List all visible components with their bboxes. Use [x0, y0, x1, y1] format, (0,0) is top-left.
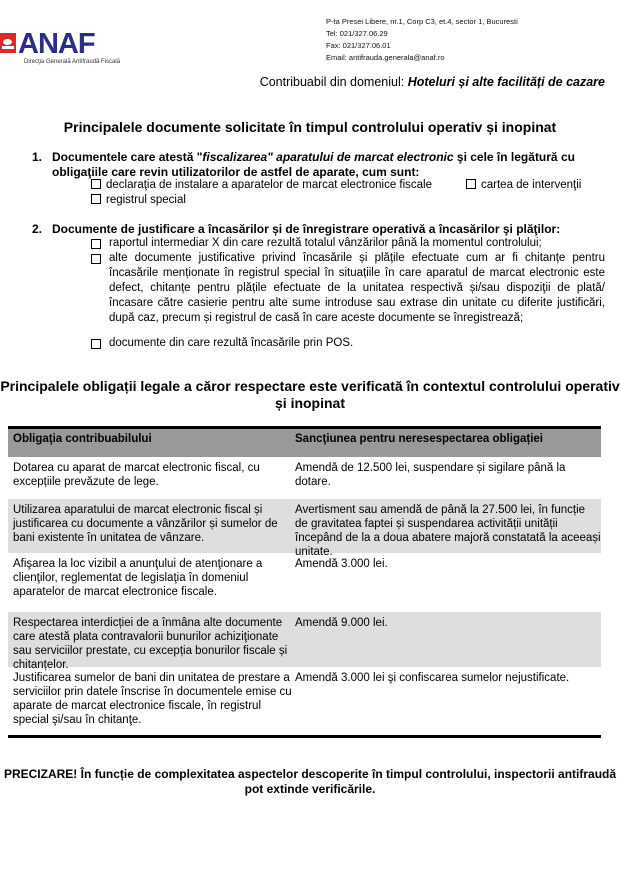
table-header-row [8, 429, 601, 457]
anaf-logo [0, 30, 140, 70]
checkbox-icon[interactable] [91, 254, 101, 264]
table-row [8, 457, 601, 495]
checklist-item[interactable] [466, 178, 581, 193]
contact-email: Email: antifrauda.generala@anaf.ro [326, 53, 445, 62]
checklist-item[interactable] [91, 236, 605, 251]
checklist-label: registrul special [106, 194, 186, 206]
checklist-label: documente din care rezultă încasările prin POS. [109, 337, 354, 349]
contact-tel: Tel: 021/327.06.29 [326, 29, 388, 38]
item-text: Documentele care atestă " [52, 150, 203, 164]
logo-text: ANAF [18, 28, 95, 60]
checklist-item[interactable] [91, 336, 605, 351]
checkbox-icon[interactable] [91, 179, 101, 189]
domain-value: Hoteluri și alte facilități de cazare [407, 75, 605, 89]
item-text: şi cele în legătură cu obligaţiile care revin utilizatorilor de astfel de aparate, cum sunt: [52, 150, 575, 179]
note-precizare: PRECIZARE! În funcție de complexitatea aspectelor descoperite în timpul controlului, inspectorii antifraudă pot extinde verificările. [3, 767, 617, 796]
sanction-cell: Amendă 9.000 lei. [295, 617, 388, 629]
obligation-cell: Afişarea la loc vizibil a anunţului de atenţionare a clienţilor, reglementat de legislaţia în domeniul aparatelor de marcat electronice fiscale. [13, 558, 263, 598]
domain-label: Contribuabil din domeniul: [259, 75, 408, 89]
item-text-italic: fiscalizarea" aparatului de marcat electronic [202, 150, 454, 164]
eagle-icon [0, 33, 16, 53]
header-obligation: Obligaţia contribuabilului [13, 433, 152, 445]
obligation-cell: Respectarea interdicției de a înmâna alte documente care atestă plata contravalorii bunurilor achiziţionate sau serviciilor prestate, cu excepția bonurilor fiscale și chitanțelor. [13, 617, 288, 671]
table-row [8, 612, 601, 671]
logo-subtitle: Direcţia Generală Antifraudă Fiscală [24, 59, 121, 65]
sanction-cell: Amendă 3.000 lei şi confiscarea sumelor nejustificate. [295, 672, 570, 684]
table-row [8, 667, 601, 735]
obligation-cell: Utilizarea aparatului de marcat electronic fiscal și justificarea cu documente a vânzărilor și sumelor de bani existente în unitatea de vânzare. [13, 504, 278, 544]
item-number: 2. [32, 222, 43, 236]
checkbox-icon[interactable] [466, 179, 476, 189]
documents-title: Principalele documente solicitate în timpul controlului operativ și inopinat [63, 119, 557, 135]
checklist-item[interactable] [91, 178, 432, 193]
item-number: 1. [32, 150, 43, 164]
taxpayer-domain [260, 75, 605, 89]
checkbox-icon[interactable] [91, 339, 101, 349]
obligation-cell: Justificarea sumelor de bani din unitatea de prestare a serviciilor prin datele înscrise în documentele emise cu aparate de marcat electronice fiscale, în registrul special şi/sau în chitanţe. [13, 672, 292, 726]
table-row [8, 553, 601, 610]
item-text: Documente de justificare a încasărilor și de înregistrare operativă a încasărilor şi plăţilor: [52, 222, 561, 236]
document-item-2 [32, 222, 605, 237]
header-sanction: Sancţiunea pentru neresespectarea obligației [295, 433, 543, 445]
obligation-cell: Dotarea cu aparat de marcat electronic fiscal, cu excepțiile prevăzute de lege. [13, 462, 260, 488]
checkbox-icon[interactable] [91, 239, 101, 249]
checklist-label: alte documente justificative privind încasările și plățile efectuate cum ar fi chitanțe pentru încasările menționate în registrul special în situațiile în care aparatul de marcat electronic este defect, chitanțe pentru plățile efectuate de la unitatea respectivă și/sau dispoziţii de plată/încasare către casierie pentru alte sume introduse sau extrase din unitate cu diferite justificări, după caz, precum și registrul de casă în care aceste documente se înregistrează; [109, 252, 605, 324]
obligations-title: Principalele obligații legale a căror respectare este verificată în contextul controlului operativ și inopinat [0, 378, 620, 411]
contact-address: P-ta Presei Libere, nr.1, Corp C3, et.4, sector 1, Bucuresti [326, 17, 518, 26]
contact-fax: Fax: 021/327.06.01 [326, 41, 391, 50]
document-item-1 [32, 150, 605, 180]
sanction-cell: Amendă 3.000 lei. [295, 558, 388, 570]
contact-block [326, 16, 518, 64]
obligations-table [8, 426, 601, 738]
checklist-item[interactable] [91, 193, 186, 208]
checklist-label: declaraţia de instalare a aparatelor de marcat electronice fiscale [106, 179, 433, 191]
sanction-cell: Amendă de 12.500 lei, suspendare și sigilare până la dotare. [295, 462, 566, 488]
checklist-item[interactable] [91, 251, 605, 326]
sanction-cell: Avertisment sau amendă de până la 27.500 lei, în funcție de gravitatea faptei și suspendarea activității unității începând de la a doua abatere majoră constatată la aceeași unitate. [295, 504, 601, 558]
table-row [8, 499, 601, 558]
checklist-label: raportul intermediar X din care rezultă totalul vânzărilor până la momentul controlului; [109, 237, 542, 249]
checkbox-icon[interactable] [91, 194, 101, 204]
checklist-label: cartea de intervenţii [481, 179, 582, 191]
